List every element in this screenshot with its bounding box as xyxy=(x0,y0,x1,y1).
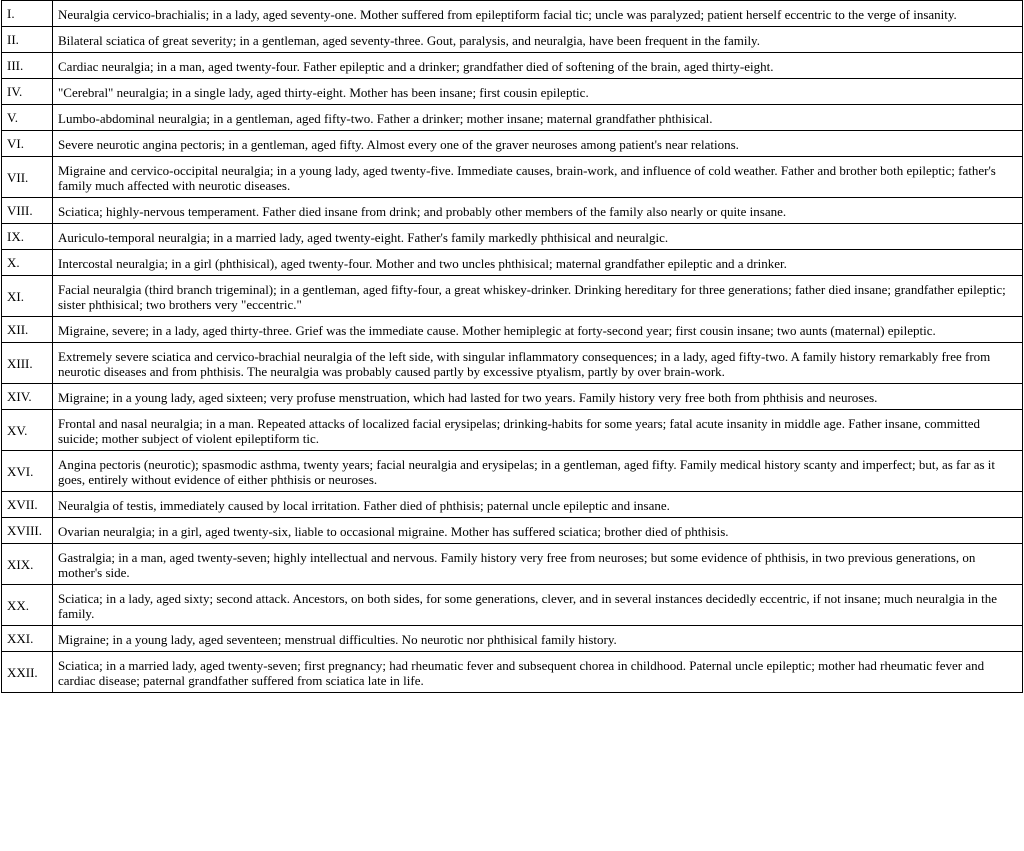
case-description: Sciatica; in a lady, aged sixty; second attack. Ancestors, on both sides, for some generations, clever, and in several instances decidedly eccentric, if not insane; much neuralgia in the family. xyxy=(53,585,1023,626)
case-number: X. xyxy=(2,250,53,276)
case-number: XIV. xyxy=(2,384,53,410)
table-row xyxy=(2,79,1023,105)
table-row xyxy=(2,626,1023,652)
case-description: Sciatica; highly-nervous temperament. Father died insane from drink; and probably other members of the family also nearly or quite insane. xyxy=(53,198,1023,224)
case-description: Migraine; in a young lady, aged seventeen; menstrual difficulties. No neurotic nor phthisical family history. xyxy=(53,626,1023,652)
case-table-body xyxy=(2,1,1023,693)
table-row xyxy=(2,384,1023,410)
case-number: IV. xyxy=(2,79,53,105)
case-number: XII. xyxy=(2,317,53,343)
table-row xyxy=(2,53,1023,79)
case-description: "Cerebral" neuralgia; in a single lady, aged thirty-eight. Mother has been insane; first cousin epileptic. xyxy=(53,79,1023,105)
table-row xyxy=(2,343,1023,384)
case-description: Extremely severe sciatica and cervico-brachial neuralgia of the left side, with singular inflammatory consequences; in a lady, aged fifty-two. A family history remarkably free from neurotic diseases and from phthisis. The neuralgia was probably caused partly by excessive ptyalism, partly by over brain-work. xyxy=(53,343,1023,384)
table-row xyxy=(2,131,1023,157)
case-description: Neuralgia of testis, immediately caused by local irritation. Father died of phthisis; paternal uncle epileptic and insane. xyxy=(53,492,1023,518)
table-row xyxy=(2,518,1023,544)
case-number: XVI. xyxy=(2,451,53,492)
table-row xyxy=(2,410,1023,451)
table-row xyxy=(2,451,1023,492)
case-description: Migraine; in a young lady, aged sixteen; very profuse menstruation, which had lasted for two years. Family history very free both from phthisis and neuroses. xyxy=(53,384,1023,410)
case-description: Bilateral sciatica of great severity; in a gentleman, aged seventy-three. Gout, paralysis, and neuralgia, have been frequent in the family. xyxy=(53,27,1023,53)
case-description: Migraine, severe; in a lady, aged thirty-three. Grief was the immediate cause. Mother hemiplegic at forty-second year; first cousin insane; two aunts (maternal) epileptic. xyxy=(53,317,1023,343)
case-description: Cardiac neuralgia; in a man, aged twenty-four. Father epileptic and a drinker; grandfather died of softening of the brain, aged thirty-eight. xyxy=(53,53,1023,79)
case-number: XIX. xyxy=(2,544,53,585)
table-row xyxy=(2,652,1023,693)
case-number: XIII. xyxy=(2,343,53,384)
case-number: IX. xyxy=(2,224,53,250)
table-row xyxy=(2,105,1023,131)
table-row xyxy=(2,585,1023,626)
table-row xyxy=(2,27,1023,53)
case-description: Migraine and cervico-occipital neuralgia; in a young lady, aged twenty-five. Immediate causes, brain-work, and influence of cold weather. Father and brother both epileptic; father's family much affected with neurotic diseases. xyxy=(53,157,1023,198)
case-number: XVIII. xyxy=(2,518,53,544)
table-row xyxy=(2,492,1023,518)
table-row xyxy=(2,198,1023,224)
case-number: VI. xyxy=(2,131,53,157)
case-number: XI. xyxy=(2,276,53,317)
case-number: XXI. xyxy=(2,626,53,652)
case-description: Ovarian neuralgia; in a girl, aged twenty-six, liable to occasional migraine. Mother has suffered sciatica; brother died of phthisis. xyxy=(53,518,1023,544)
case-description: Angina pectoris (neurotic); spasmodic asthma, twenty years; facial neuralgia and erysipelas; in a gentleman, aged fifty. Family medical history scanty and imperfect; but, as far as it goes, entirely without evidence of either phthisis or neuroses. xyxy=(53,451,1023,492)
case-table xyxy=(1,0,1023,693)
table-row xyxy=(2,157,1023,198)
case-number: VIII. xyxy=(2,198,53,224)
table-row xyxy=(2,544,1023,585)
case-number: XV. xyxy=(2,410,53,451)
table-row xyxy=(2,250,1023,276)
table-row xyxy=(2,276,1023,317)
case-description: Auriculo-temporal neuralgia; in a married lady, aged twenty-eight. Father's family markedly phthisical and neuralgic. xyxy=(53,224,1023,250)
case-number: II. xyxy=(2,27,53,53)
case-number: XXII. xyxy=(2,652,53,693)
case-description: Facial neuralgia (third branch trigeminal); in a gentleman, aged fifty-four, a great whiskey-drinker. Drinking hereditary for three generations; father died insane; grandfather epileptic; sister phthisical; two brothers very "eccentric." xyxy=(53,276,1023,317)
case-number: XVII. xyxy=(2,492,53,518)
case-number: V. xyxy=(2,105,53,131)
case-description: Intercostal neuralgia; in a girl (phthisical), aged twenty-four. Mother and two uncles phthisical; maternal grandfather epileptic and a drinker. xyxy=(53,250,1023,276)
case-description: Lumbo-abdominal neuralgia; in a gentleman, aged fifty-two. Father a drinker; mother insane; maternal grandfather phthisical. xyxy=(53,105,1023,131)
case-description: Frontal and nasal neuralgia; in a man. Repeated attacks of localized facial erysipelas; drinking-habits for some years; fatal acute insanity in middle age. Father insane, committed suicide; mother subject of violent epileptiform tic. xyxy=(53,410,1023,451)
case-number: I. xyxy=(2,1,53,27)
table-row xyxy=(2,1,1023,27)
case-description: Neuralgia cervico-brachialis; in a lady, aged seventy-one. Mother suffered from epileptiform facial tic; uncle was paralyzed; patient herself eccentric to the verge of insanity. xyxy=(53,1,1023,27)
case-number: III. xyxy=(2,53,53,79)
table-row xyxy=(2,224,1023,250)
case-number: XX. xyxy=(2,585,53,626)
table-row xyxy=(2,317,1023,343)
case-description: Gastralgia; in a man, aged twenty-seven; highly intellectual and nervous. Family history very free from neuroses; but some evidence of phthisis, in two previous generations, on mother's side. xyxy=(53,544,1023,585)
case-number: VII. xyxy=(2,157,53,198)
case-description: Severe neurotic angina pectoris; in a gentleman, aged fifty. Almost every one of the graver neuroses among patient's near relations. xyxy=(53,131,1023,157)
case-description: Sciatica; in a married lady, aged twenty-seven; first pregnancy; had rheumatic fever and subsequent chorea in childhood. Paternal uncle epileptic; mother had rheumatic fever and cardiac disease; paternal grandfather suffered from sciatica late in life. xyxy=(53,652,1023,693)
